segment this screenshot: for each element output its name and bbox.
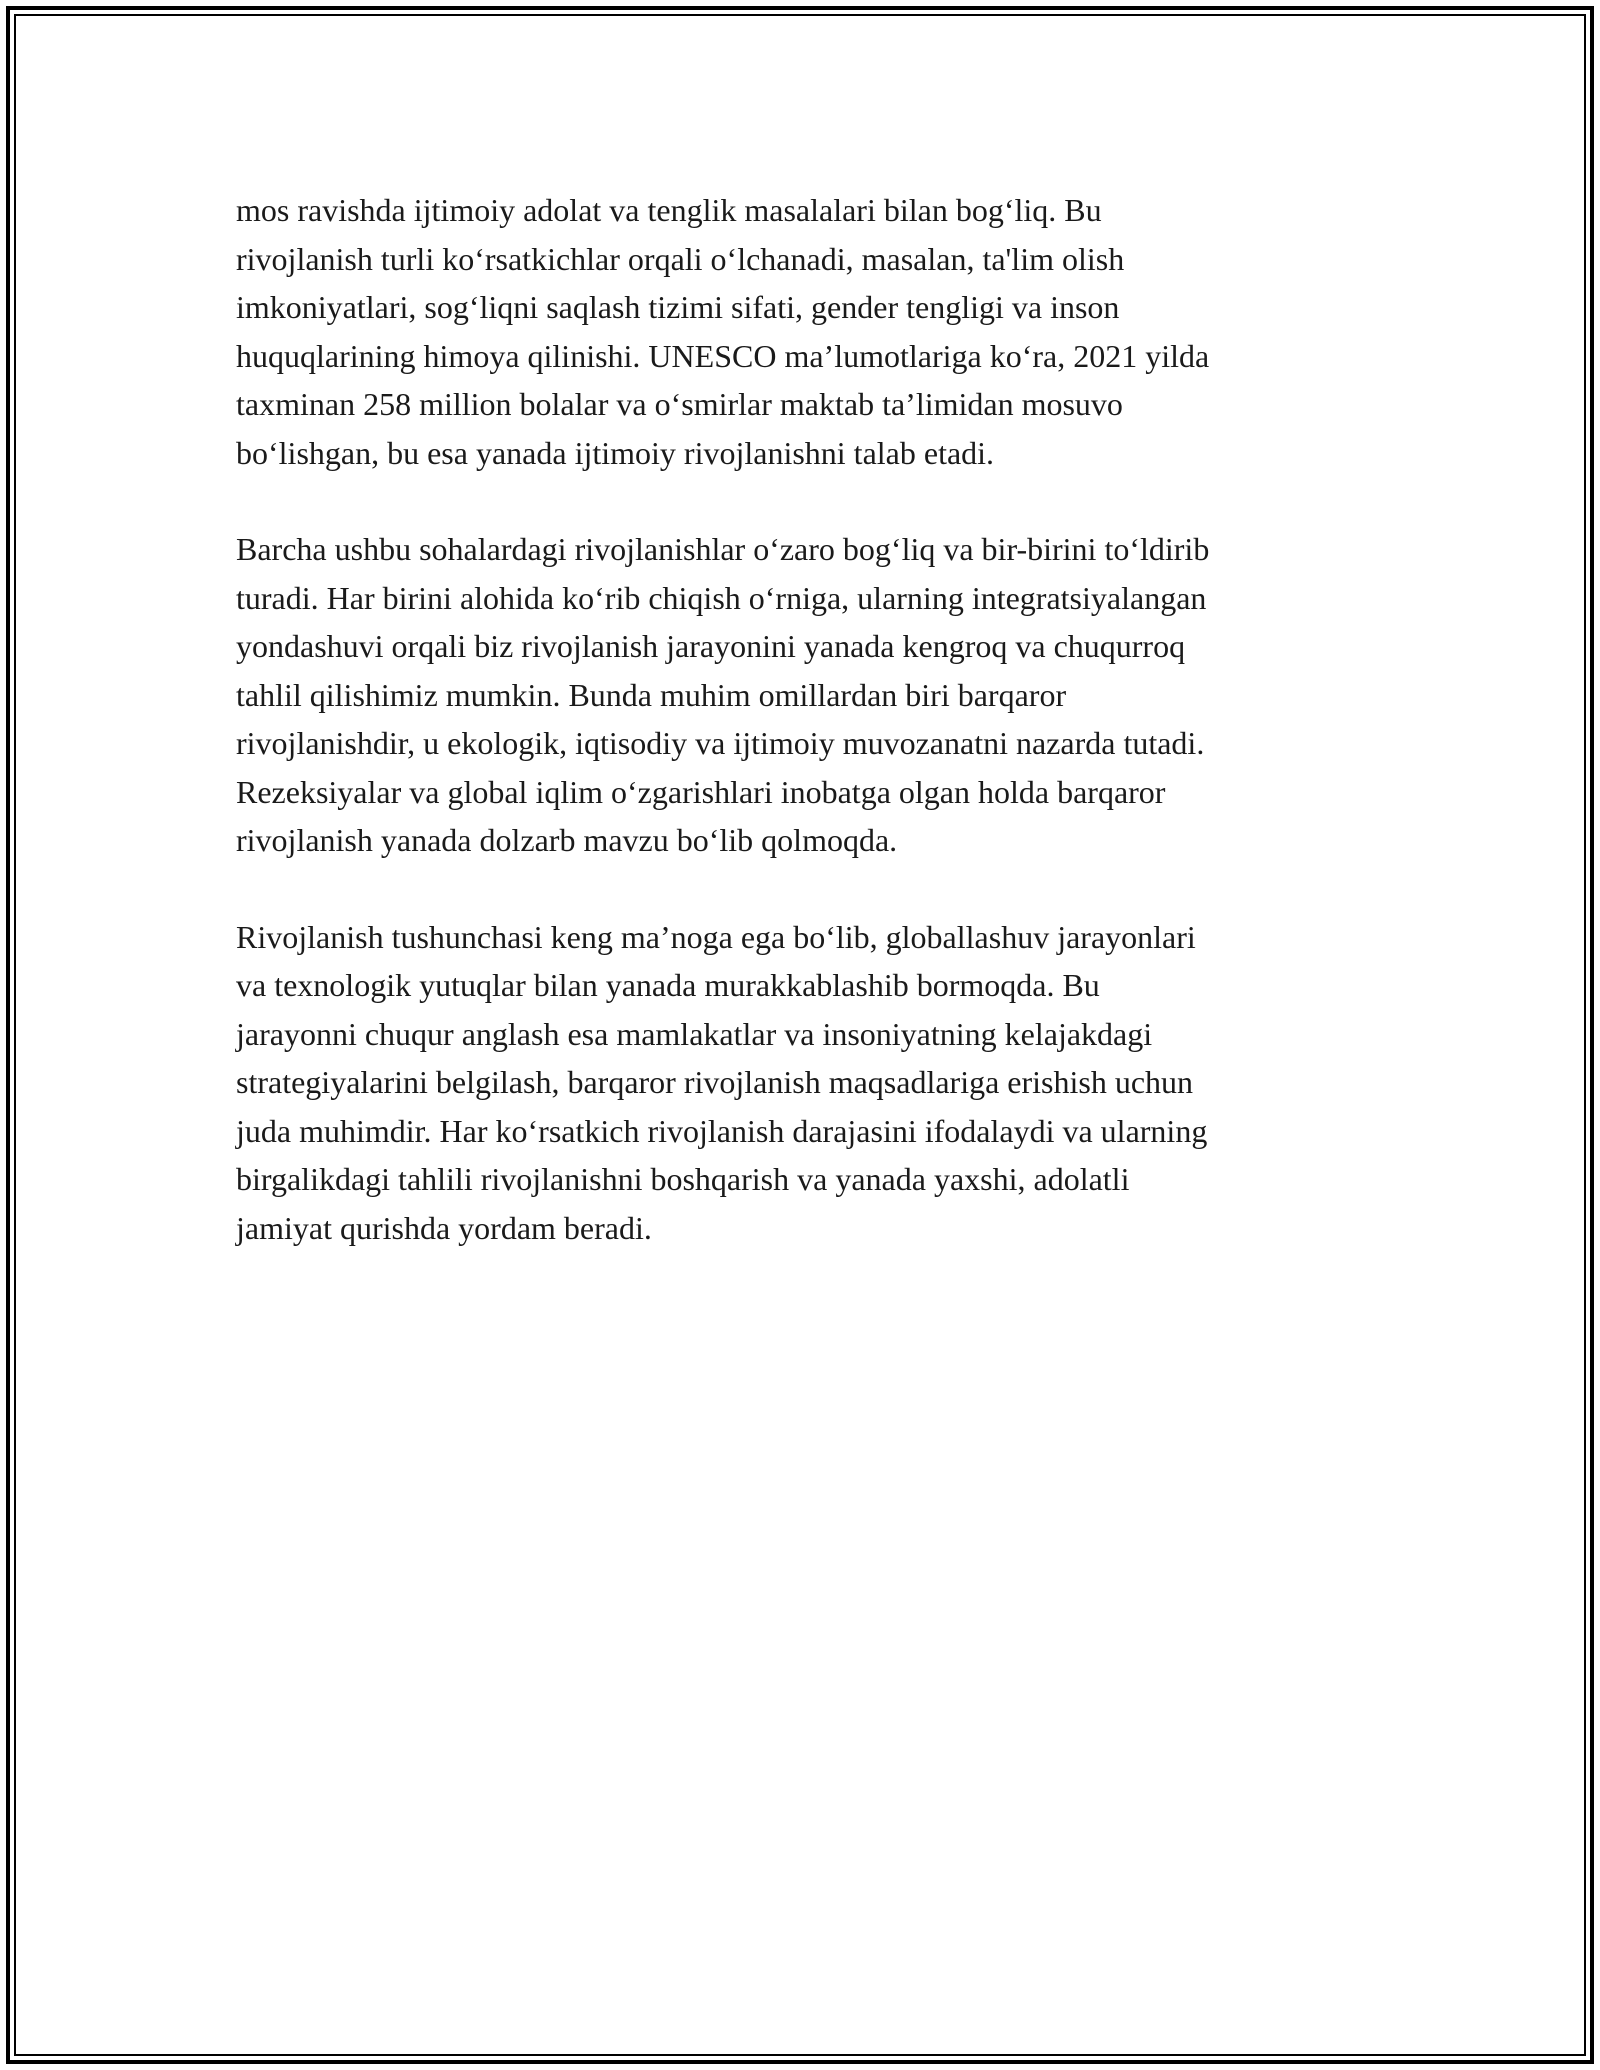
paragraph-3 xyxy=(236,913,1366,1253)
paragraph-line: Barcha ushbu sohalardagi rivojlanishlar o‘zaro bog‘liq va bir-birini to‘ldirib xyxy=(236,531,1210,567)
paragraph-line: juda muhimdir. Har ko‘rsatkich rivojlanish darajasini ifodalaydi va ularning xyxy=(236,1112,1208,1149)
document-body xyxy=(236,186,1366,1300)
paragraph-line: Rezeksiyalar va global iqlim o‘zgarishlari inobatga olgan holda barqaror xyxy=(236,773,1166,810)
paragraph-1 xyxy=(236,186,1366,477)
paragraph-line: yondashuvi orqali biz rivojlanish jarayonini yanada kengroq va chuqurroq xyxy=(236,628,1186,664)
paragraph-2 xyxy=(236,525,1366,865)
paragraph-line: va texnologik yutuqlar bilan yanada murakkablashib bormoqda. Bu xyxy=(236,967,1100,1003)
paragraph-line: imkoniyatlari, sog‘liqni saqlash tizimi sifati, gender tengligi va inson xyxy=(236,289,1120,325)
paragraph-line: rivojlanish yanada dolzarb mavzu bo‘lib qolmoqda. xyxy=(236,822,898,858)
paragraph-line: rivojlanish turli ko‘rsatkichlar orqali o‘lchanadi, masalan, ta'lim olish xyxy=(236,240,1125,277)
paragraph-line: mos ravishda ijtimoiy adolat va tenglik masalalari bilan bog‘liq. Bu xyxy=(236,192,1102,228)
paragraph-line: strategiyalarini belgilash, barqaror rivojlanish maqsadlariga erishish uchun xyxy=(236,1064,1194,1100)
paragraph-line: bo‘lishgan, bu esa yanada ijtimoiy rivojlanishni talab etadi. xyxy=(236,434,995,471)
paragraph-line: jarayonni chuqur anglash esa mamlakatlar va insoniyatning kelajakdagi xyxy=(236,1015,1153,1052)
paragraph-line: Rivojlanish tushunchasi keng ma’noga ega bo‘lib, globallashuv jarayonlari xyxy=(236,918,1196,955)
paragraph-line: taxminan 258 million bolalar va o‘smirlar maktab ta’limidan mosuvo xyxy=(236,386,1123,422)
paragraph-line: huquqlarining himoya qilinishi. UNESCO ma’lumotlariga ko‘ra, 2021 yilda xyxy=(236,337,1210,374)
paragraph-line: birgalikdagi tahlili rivojlanishni boshqarish va yanada yaxshi, adolatli xyxy=(236,1161,1130,1197)
paragraph-line: tahlil qilishimiz mumkin. Bunda muhim omillardan biri barqaror xyxy=(236,676,1067,713)
paragraph-line: rivojlanishdir, u ekologik, iqtisodiy va ijtimoiy muvozanatni nazarda tutadi. xyxy=(236,725,1205,761)
paragraph-line: jamiyat qurishda yordam beradi. xyxy=(236,1209,652,1246)
paragraph-line: turadi. Har birini alohida ko‘rib chiqish o‘rniga, ularning integratsiyalangan xyxy=(236,579,1207,616)
